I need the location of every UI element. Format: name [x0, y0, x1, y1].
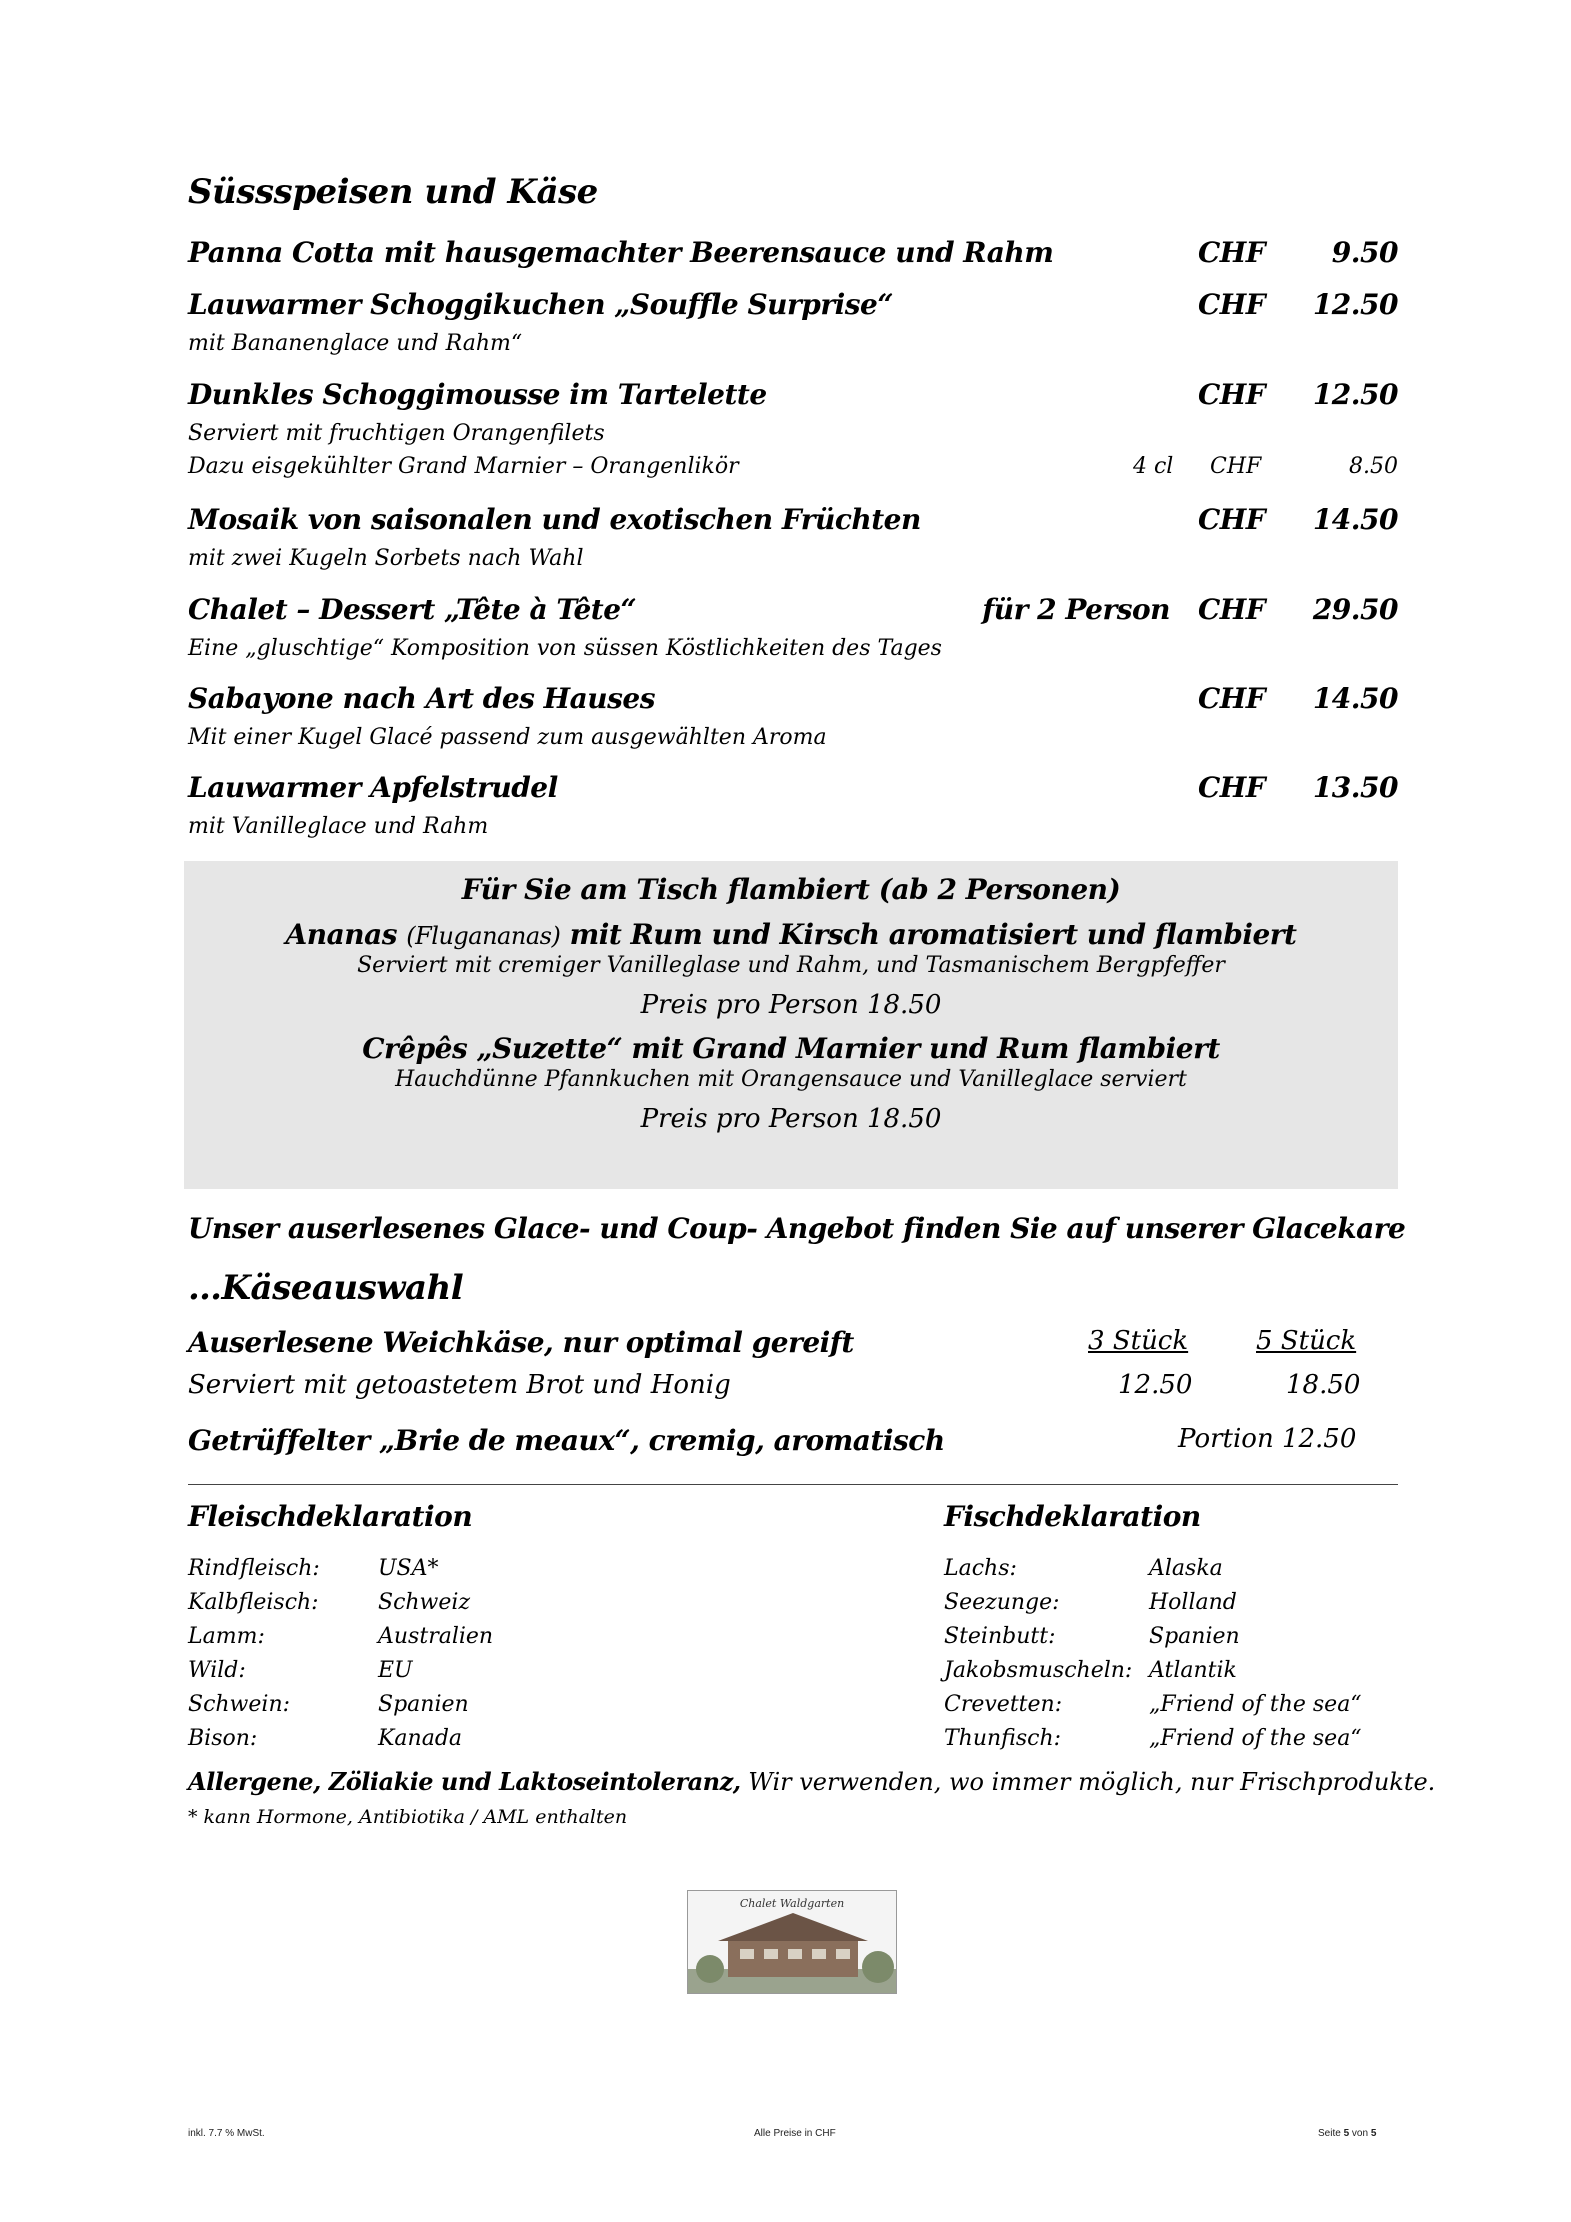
footer-currency: Alle Preise in CHF — [754, 2128, 836, 2139]
decl-row — [944, 1552, 1398, 1586]
menu-item — [188, 682, 1398, 754]
fleisch-list — [188, 1552, 588, 1756]
menu-item — [188, 593, 1398, 665]
cheese-weich-title: Auserlesene Weichkäse, nur optimal gereift — [188, 1326, 854, 1359]
footer-page — [1318, 2128, 1376, 2139]
item-description: mit zwei Kugeln Sorbets nach Wahl — [188, 546, 584, 571]
item-description: Eine „gluschtige“ Komposition von süssen Köstlichkeiten des Tages — [188, 636, 942, 661]
cheese-brie-row — [188, 1424, 1398, 1464]
decl-row — [944, 1586, 1398, 1620]
item-name: Dunkles Schoggimousse im Tartelette — [188, 378, 767, 411]
flambe-dish — [184, 1032, 1398, 1065]
divider — [188, 1484, 1398, 1485]
item-currency: CHF — [1198, 378, 1266, 411]
decl-key: Crevetten: — [944, 1692, 1063, 1717]
dish-name-rest: mit Rum und Kirsch aromatisiert und flambiert — [569, 918, 1297, 951]
dish-description: Serviert mit cremiger Vanilleglase und Rahm, und Tasmanischem Bergpfeffer — [357, 953, 1225, 978]
decl-key: Seezunge: — [944, 1590, 1060, 1615]
footer-page-total: 5 — [1370, 2128, 1377, 2139]
decl-key: Jakobsmuscheln: — [944, 1658, 1133, 1683]
menu-item — [188, 236, 1398, 276]
dish-price: Preis pro Person 18.50 — [640, 990, 942, 1020]
price-5: 18.50 — [1286, 1370, 1361, 1400]
decl-row — [188, 1722, 588, 1756]
col-3-stueck: 3 Stück — [1088, 1326, 1189, 1356]
extra-volume: 4 cl — [1133, 454, 1174, 479]
decl-value: Atlantik — [1149, 1658, 1237, 1683]
decl-value: „Friend of the sea“ — [1149, 1726, 1362, 1751]
footer-page-prefix: Seite — [1318, 2128, 1344, 2139]
item-name: Sabayone nach Art des Hauses — [188, 682, 655, 715]
item-description: Serviert mit fruchtigen Orangenfilets — [188, 421, 605, 446]
dish-description: Hauchdünne Pfannkuchen mit Orangensauce und Vanilleglace serviert — [395, 1067, 1187, 1092]
footnote: * kann Hormone, Antibiotika / AML enthalten — [188, 1806, 628, 1828]
item-price: 14.50 — [1312, 682, 1398, 715]
item-price: 12.50 — [1312, 288, 1398, 321]
decl-row — [944, 1620, 1398, 1654]
item-extra-row — [188, 450, 1398, 484]
decl-row — [944, 1722, 1398, 1756]
decl-value: EU — [378, 1658, 413, 1683]
extra-currency: CHF — [1210, 454, 1262, 479]
decl-value: Spanien — [1149, 1624, 1240, 1649]
item-description: mit Vanilleglace und Rahm — [188, 814, 489, 839]
menu-item — [188, 503, 1398, 575]
dish-paren: (Flugananas) — [406, 922, 561, 950]
flambe-dish — [184, 918, 1398, 951]
decl-row — [188, 1654, 588, 1688]
decl-value: Schweiz — [378, 1590, 471, 1615]
decl-value: Australien — [378, 1624, 494, 1649]
item-name: Lauwarmer Apfelstrudel — [188, 771, 558, 804]
footer-vat: inkl. 7.7 % MwSt. — [188, 2128, 265, 2139]
item-name: Panna Cotta mit hausgemachter Beerensauce und Rahm — [188, 236, 1054, 269]
price-3: 12.50 — [1118, 1370, 1193, 1400]
item-currency: CHF — [1198, 771, 1266, 804]
cheese-header-row — [188, 1326, 1398, 1366]
decl-value: USA* — [378, 1556, 439, 1581]
decl-row — [188, 1586, 588, 1620]
item-name: Chalet – Dessert „Tête à Tête“ — [188, 593, 637, 626]
dish-name: Crêpês „Suzette“ mit Grand Marnier und Rum flambiert — [362, 1032, 1220, 1065]
decl-key: Kalbfleisch: — [188, 1590, 319, 1615]
item-price: 12.50 — [1312, 378, 1398, 411]
brie-price: Portion 12.50 — [1178, 1424, 1357, 1454]
fleisch-title: Fleischdeklaration — [188, 1500, 473, 1533]
decl-value: Alaska — [1149, 1556, 1223, 1581]
allergen-bold: Allergene, Zöliakie und Laktoseintoleranz, — [188, 1767, 741, 1796]
extra-price: 8.50 — [1349, 454, 1398, 479]
logo-caption: Chalet Waldgarten — [739, 1897, 845, 1910]
menu-item — [188, 771, 1398, 843]
decl-value: Holland — [1149, 1590, 1237, 1615]
decl-row — [188, 1688, 588, 1722]
kase-title: …Käseauswahl — [188, 1268, 464, 1308]
item-description: Mit einer Kugel Glacé passend zum ausgewählten Aroma — [188, 725, 827, 750]
decl-key: Wild: — [188, 1658, 246, 1683]
cheese-weich-desc: Serviert mit getoastetem Brot und Honig — [188, 1370, 731, 1400]
footer-page-of: von — [1349, 2128, 1371, 2139]
item-price: 29.50 — [1312, 593, 1398, 626]
item-currency: CHF — [1198, 593, 1266, 626]
decl-row — [944, 1688, 1398, 1722]
decl-row — [944, 1654, 1398, 1688]
decl-key: Rindfleisch: — [188, 1556, 320, 1581]
item-name: Lauwarmer Schoggikuchen „Souffle Surprise“ — [188, 288, 893, 321]
item-price: 13.50 — [1312, 771, 1398, 804]
allergen-note — [188, 1767, 1435, 1796]
item-currency: CHF — [1198, 682, 1266, 715]
decl-key: Lachs: — [944, 1556, 1017, 1581]
item-currency: CHF — [1198, 236, 1266, 269]
decl-key: Lamm: — [188, 1624, 265, 1649]
flambe-title: Für Sie am Tisch flambiert (ab 2 Personen) — [461, 873, 1121, 906]
menu-item — [188, 288, 1398, 360]
dish-name: Ananas — [285, 918, 398, 951]
allergen-text: Wir verwenden, wo immer möglich, nur Frischprodukte. — [740, 1768, 1436, 1796]
item-price: 9.50 — [1331, 236, 1398, 269]
item-description: mit Bananenglace und Rahm“ — [188, 331, 523, 356]
dish-price: Preis pro Person 18.50 — [640, 1104, 942, 1134]
extra-text: Dazu eisgekühlter Grand Marnier – Orangenlikör — [188, 454, 739, 479]
decl-key: Schwein: — [188, 1692, 291, 1717]
decl-key: Steinbutt: — [944, 1624, 1056, 1649]
fisch-list — [944, 1552, 1398, 1756]
decl-value: „Friend of the sea“ — [1149, 1692, 1362, 1717]
item-currency: CHF — [1198, 503, 1266, 536]
decl-row — [188, 1552, 588, 1586]
item-qualifier: für 2 Person — [982, 593, 1170, 626]
decl-value: Kanada — [378, 1726, 463, 1751]
item-currency: CHF — [1198, 288, 1266, 321]
decl-row — [188, 1620, 588, 1654]
item-price: 14.50 — [1312, 503, 1398, 536]
section-title: Süssspeisen und Käse — [188, 172, 598, 212]
chalet-logo-image — [687, 1890, 897, 1994]
footer-page-number: 5 — [1343, 2128, 1350, 2139]
item-name: Mosaik von saisonalen und exotischen Früchten — [188, 503, 921, 536]
glace-note: Unser auserlesenes Glace- und Coup- Angebot finden Sie auf unserer Glacekare — [188, 1212, 1406, 1245]
decl-value: Spanien — [378, 1692, 469, 1717]
brie-name: Getrüffelter „Brie de meaux“, cremig, aromatisch — [188, 1424, 945, 1457]
flambe-box — [184, 861, 1398, 1189]
col-5-stueck: 5 Stück — [1256, 1326, 1357, 1356]
menu-item — [188, 378, 1398, 484]
decl-key: Thunfisch: — [944, 1726, 1062, 1751]
fisch-title: Fischdeklaration — [944, 1500, 1201, 1533]
decl-key: Bison: — [188, 1726, 258, 1751]
cheese-desc-row — [188, 1370, 1398, 1408]
